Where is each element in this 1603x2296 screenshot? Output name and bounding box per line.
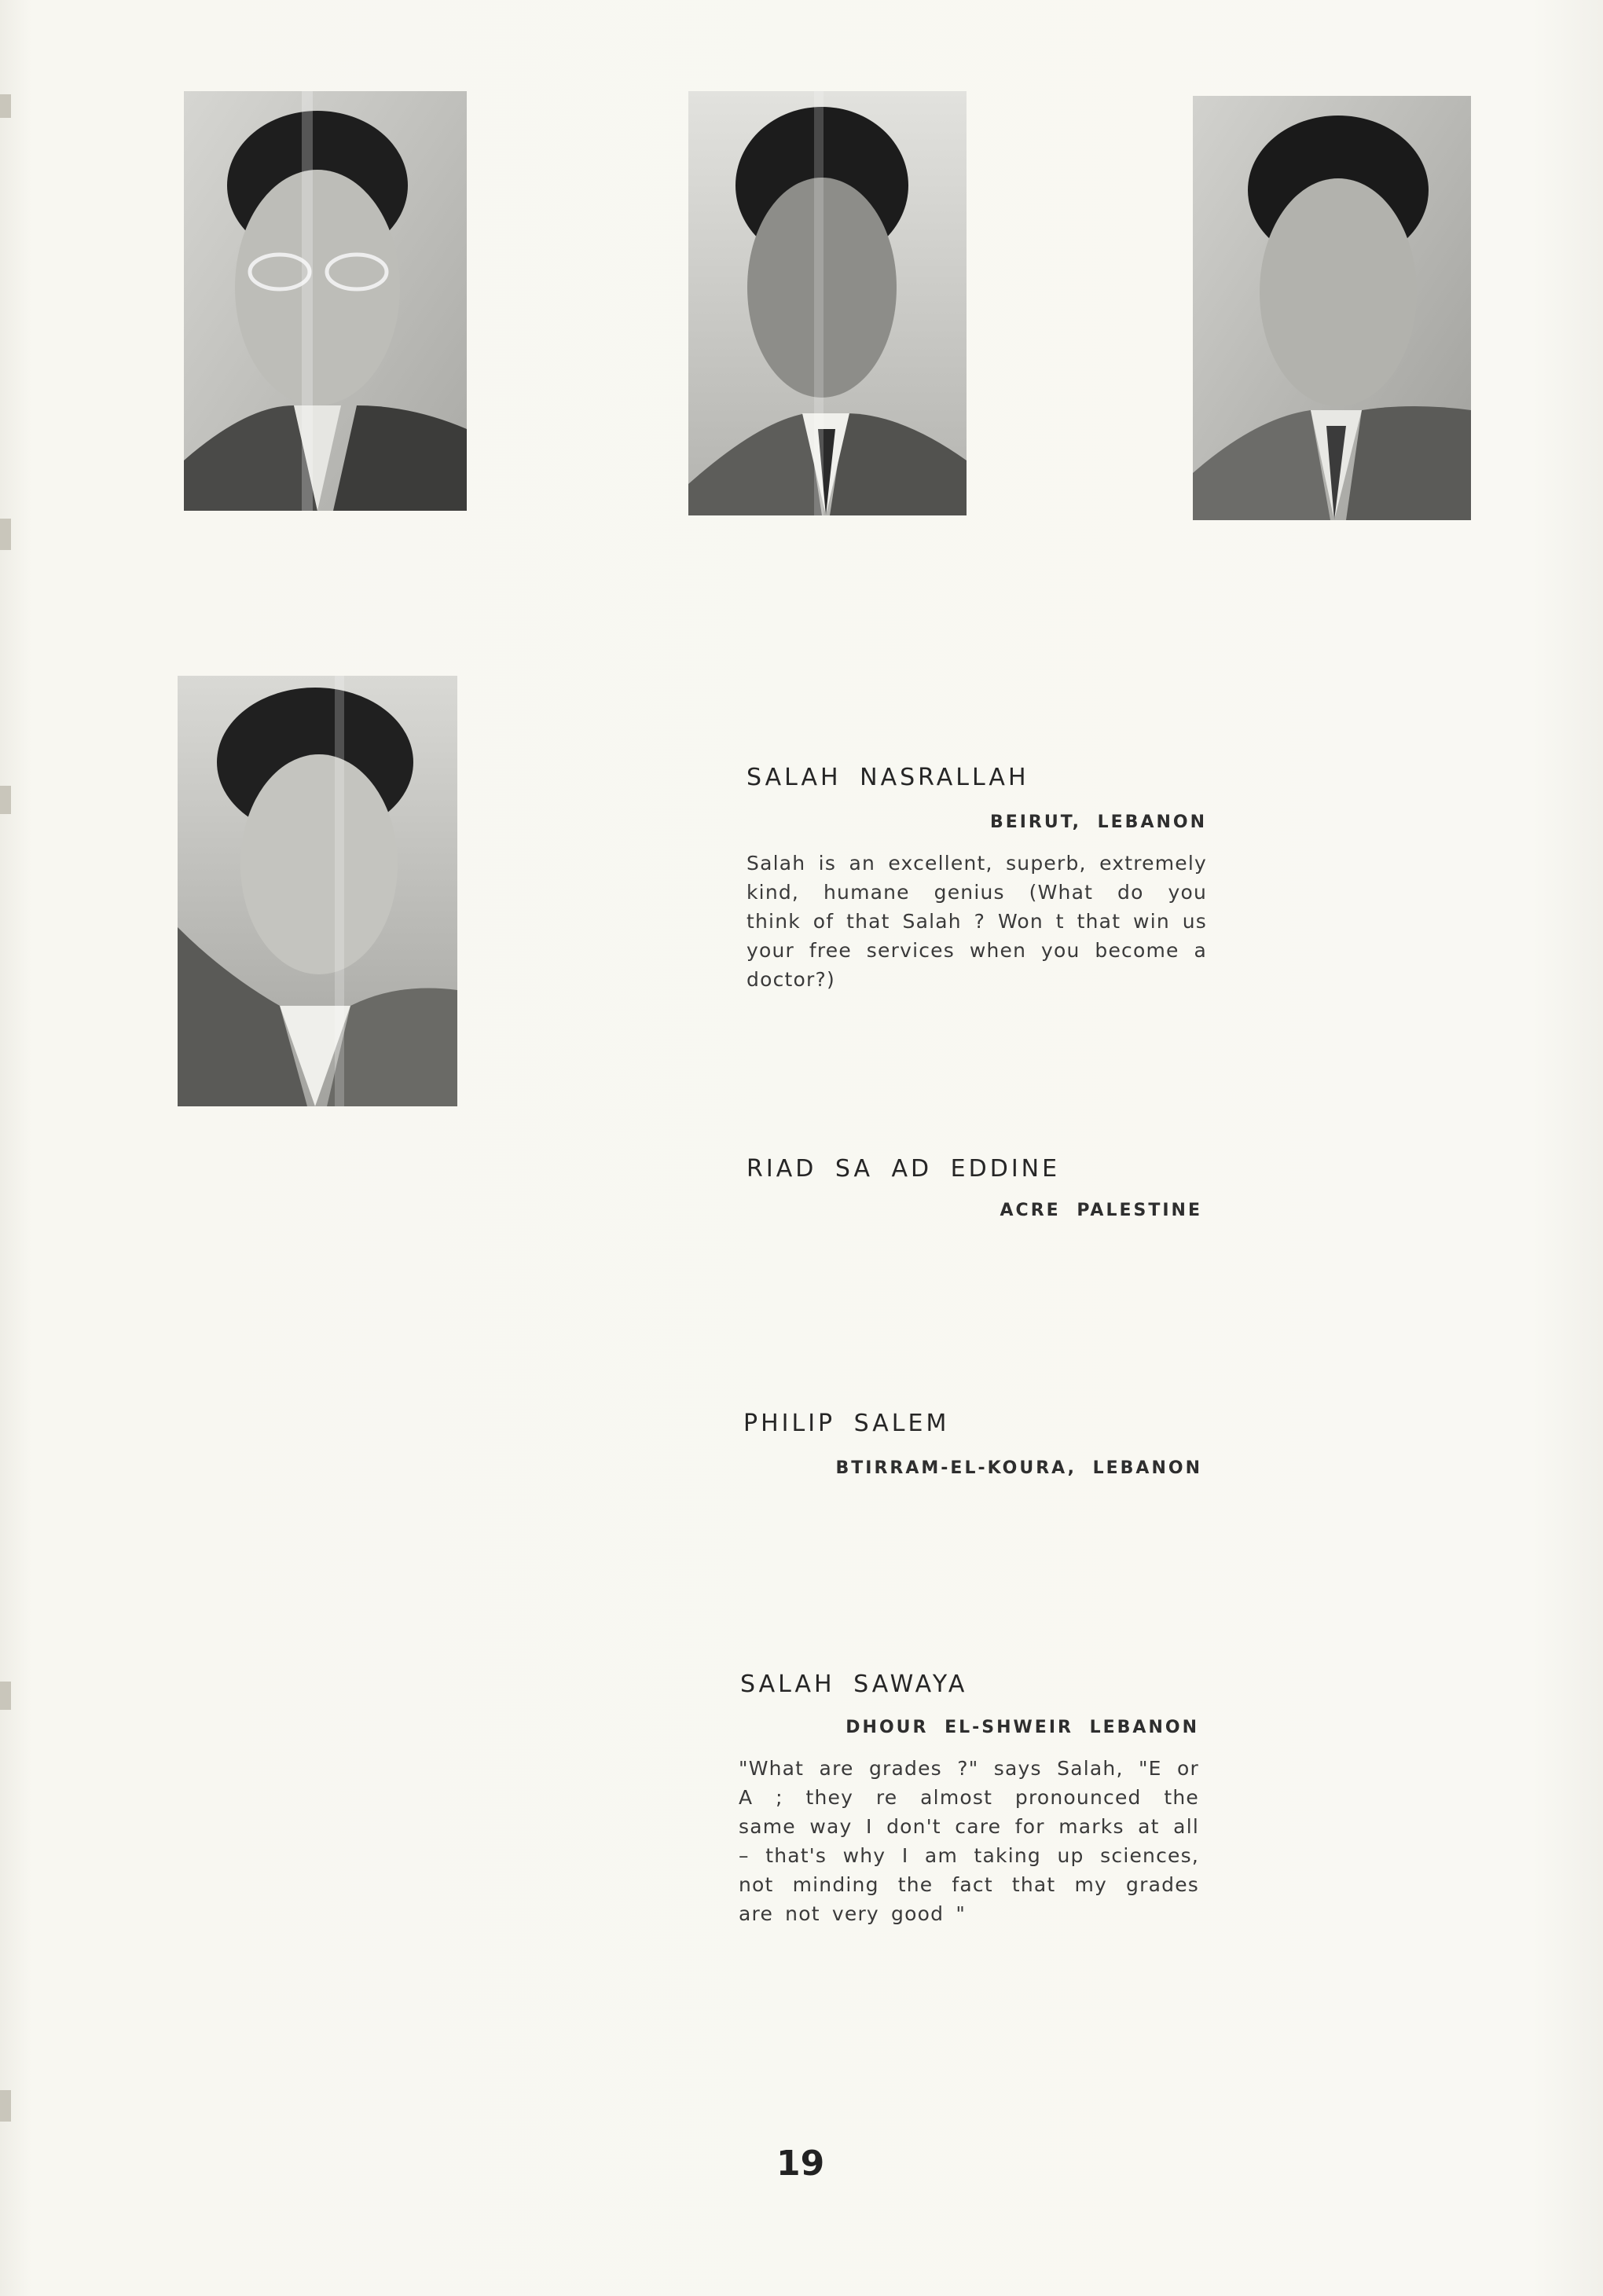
- portrait-photo-4: [178, 676, 457, 1106]
- edge-mark: [0, 519, 11, 550]
- portrait-photo-3: [1193, 96, 1471, 520]
- student-name: SALAH NASRALLAH: [746, 764, 1029, 791]
- student-origin: BTIRRAM-EL-KOURA, LEBANON: [835, 1458, 1202, 1478]
- student-blurb: Salah is an excellent, superb, extremely kind, humane genius (What do you think of that Salah ? Won t that win us your free services when you become a doctor?): [746, 852, 1207, 991]
- edge-mark: [0, 1682, 11, 1710]
- student-blurb: "What are grades ?" says Salah, "E or A ; they re almost pronounced the same way I don't care for marks at all – that's why I am taking up sciences, not minding the fact that my grades are not very good ": [739, 1757, 1199, 1925]
- portrait-photo-1: [184, 91, 467, 511]
- edge-mark: [0, 94, 11, 118]
- student-origin: DHOUR EL-SHWEIR LEBANON: [846, 1718, 1199, 1737]
- page-number: 19: [776, 2144, 825, 2184]
- edge-mark: [0, 786, 11, 814]
- student-name: RIAD SA AD EDDINE: [746, 1155, 1061, 1183]
- edge-mark: [0, 2090, 11, 2122]
- student-origin: ACRE PALESTINE: [1000, 1201, 1202, 1220]
- student-name: PHILIP SALEM: [743, 1410, 950, 1437]
- student-name: SALAH SAWAYA: [740, 1671, 968, 1698]
- student-origin: BEIRUT, LEBANON: [989, 812, 1207, 832]
- portrait-photo-2: [688, 91, 967, 515]
